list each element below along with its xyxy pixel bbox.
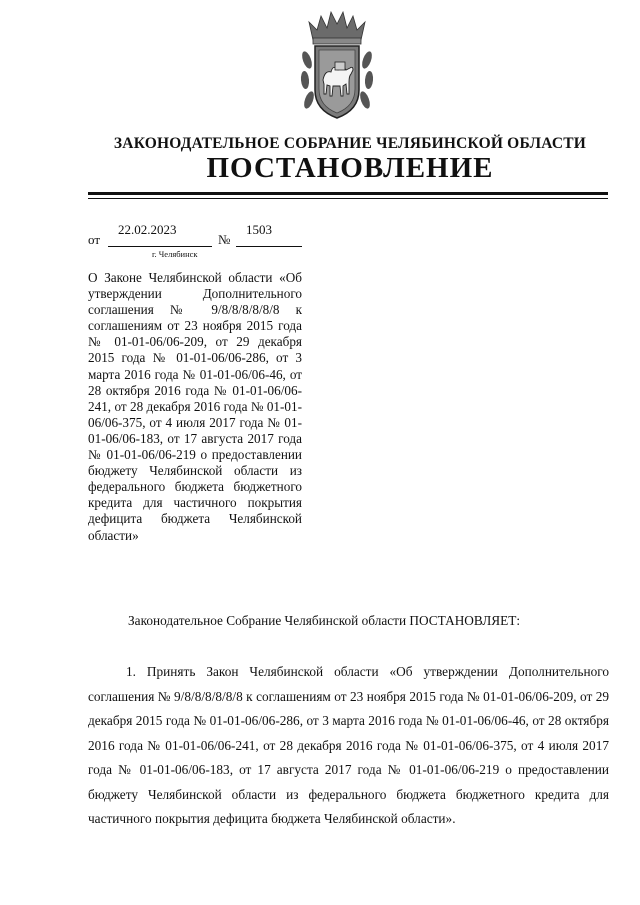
organization-title: ЗАКОНОДАТЕЛЬНОЕ СОБРАНИЕ ЧЕЛЯБИНСКОЙ ОБЛАСТИ: [113, 135, 587, 152]
document-subject: О Законе Челябинской области «Об утверждении Дополнительного соглашения № 9/8/8/8/8/8/8 к соглашениям от 23 ноября 2015 года № 01-01-06/06-209, от 29 декабря 2015 года № 01-01-06/06-286, от 3 марта 2016 года № 01-01-06/06-46, от 28 октября 2016 года № 01-01-06/06-241, от 28 декабря 2016 года № 01-01-06/06-375, от 4 июля 2017 года № 01-01-06/06-183, от 17 августа 2017 года № 01-01-06/06-219 о предоставлении бюджету Челябинской области из федерального бюджета бюджетного кредита для частичного покрытия дефицита бюджета Челябинской области»: [88, 270, 302, 543]
date-underline: [108, 246, 212, 247]
number-underline: [236, 246, 302, 247]
number-label: №: [218, 232, 231, 247]
document-type: ПОСТАНОВЛЕНИЕ: [206, 152, 494, 184]
resolution-paragraph-1: 1. Принять Закон Челябинской области «Об утверждении Дополнительного соглашения № 9/8/8/8/8/8/8 к соглашениям от 23 ноября 2015 года № 01-01-06/06-209, от 29 декабря 2015 года № 01-01-06/06-286, от 3 марта 2016 года № 01-01-06/06-46, от 28 октября 2016 года № 01-01-06/06-241, от 28 декабря 2016 года № 01-01-06/06-375, от 4 июля 2017 года № 01-01-06/06-183, от 17 августа 2017 года № 01-01-06/06-219 о предоставлении бюджету Челябинской области из федерального бюджета бюджетного кредита для частичного покрытия дефицита бюджета Челябинской области».: [88, 664, 609, 826]
document-number: 1503: [246, 222, 272, 237]
document-date: 22.02.2023: [118, 222, 177, 237]
city: г. Челябинск: [152, 249, 198, 259]
header-rule-thick: [88, 192, 608, 195]
date-label: от: [88, 232, 101, 247]
resolution-preamble: Законодательное Собрание Челябинской области ПОСТАНОВЛЯЕТ:: [128, 613, 521, 628]
header-rule-thin: [88, 198, 608, 199]
coat-of-arms-icon: [295, 10, 379, 122]
